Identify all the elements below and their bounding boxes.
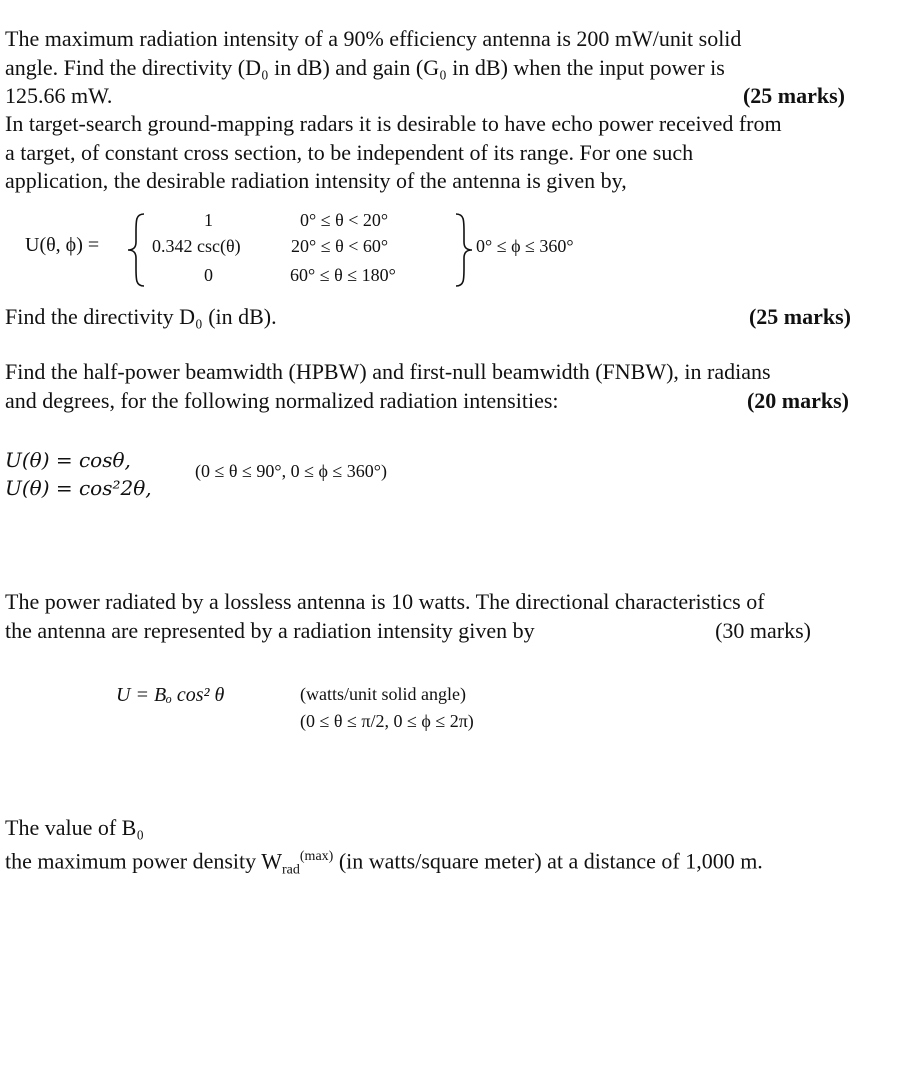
question-3 xyxy=(5,358,857,415)
q2-case-1-range: 0° ≤ θ < 20° xyxy=(300,210,389,230)
q4-line-2-text: the antenna are represented by a radiation intensity given by xyxy=(5,617,535,643)
q2-line-3: application, the desirable radiation intensity of the antenna is given by, xyxy=(5,168,627,193)
q4-range: (0 ≤ θ ≤ π/2, 0 ≤ ϕ ≤ 2π) xyxy=(300,711,474,731)
q2-case-1-value: 1 xyxy=(204,210,213,230)
q4-part-a: The value of B₀ xyxy=(5,815,145,840)
q4-part-b xyxy=(5,843,885,885)
q1-line-1: The maximum radiation intensity of a 90% efficiency antenna is 200 mW/unit solid xyxy=(5,26,742,51)
q4-line-1: The power radiated by a lossless antenna is 10 watts. The directional characteristics of xyxy=(5,589,765,614)
q3-marks: (20 marks) xyxy=(746,387,849,413)
q1-line-2: angle. Find the directivity (D₀ in dB) and gain (G₀ in dB) when the input power is xyxy=(5,54,725,80)
q2-find-text: Find the directivity D₀ (in dB). xyxy=(5,304,277,329)
q3-eq-2: U(θ) = cos²2θ, xyxy=(5,476,152,500)
q1-line-3-text: 125.66 mW. xyxy=(5,83,113,108)
q2-phi-range: 0° ≤ ϕ ≤ 360° xyxy=(476,236,574,256)
q3-eq-1: U(θ) = cosθ, xyxy=(5,448,131,472)
q4-part-b-sub: rad xyxy=(282,862,300,878)
q2-eq-lhs: U(θ, ϕ) = xyxy=(25,234,100,256)
q4-part-b-post: (in watts/square meter) at a distance of 1,000 m. xyxy=(333,847,763,873)
q4-part-b-pre: the maximum power density W xyxy=(5,847,282,873)
q2-case-2-range: 20° ≤ θ < 60° xyxy=(291,236,389,256)
q3-line-2 xyxy=(5,387,849,416)
q1-line-3 xyxy=(5,82,845,111)
question-4 xyxy=(5,588,857,645)
q4-part-b-sup: (max) xyxy=(299,848,334,864)
q3-line-2-text: and degrees, for the following normalized radiation intensities: xyxy=(5,387,559,413)
q2-case-2-value: 0.342 csc(θ) xyxy=(152,236,241,256)
q1-marks: (25 marks) xyxy=(742,83,845,108)
q4-eq: U = Bₒ cos² θ xyxy=(116,684,225,706)
question-1 xyxy=(5,25,857,111)
q2-marks: (25 marks) xyxy=(748,304,851,329)
question-2 xyxy=(5,110,857,196)
q2-find-line xyxy=(5,303,851,332)
q4-line-2 xyxy=(5,617,811,646)
right-brace-icon xyxy=(452,212,474,288)
q2-line-2: a target, of constant cross section, to be independent of its range. For one such xyxy=(5,139,694,165)
q2-case-3-range: 60° ≤ θ ≤ 180° xyxy=(290,265,396,285)
q4-parts xyxy=(5,814,885,885)
q2-line-1: In target-search ground-mapping radars it is desirable to have echo power received from xyxy=(5,111,782,136)
q4-units: (watts/unit solid angle) xyxy=(300,684,466,704)
q4-marks: (30 marks) xyxy=(715,617,811,643)
left-brace-icon xyxy=(126,212,148,288)
q2-case-3-value: 0 xyxy=(204,265,213,285)
q3-line-1: Find the half-power beamwidth (HPBW) and first-null beamwidth (FNBW), in radians xyxy=(5,359,771,384)
q3-range: (0 ≤ θ ≤ 90°, 0 ≤ ϕ ≤ 360°) xyxy=(195,461,387,481)
